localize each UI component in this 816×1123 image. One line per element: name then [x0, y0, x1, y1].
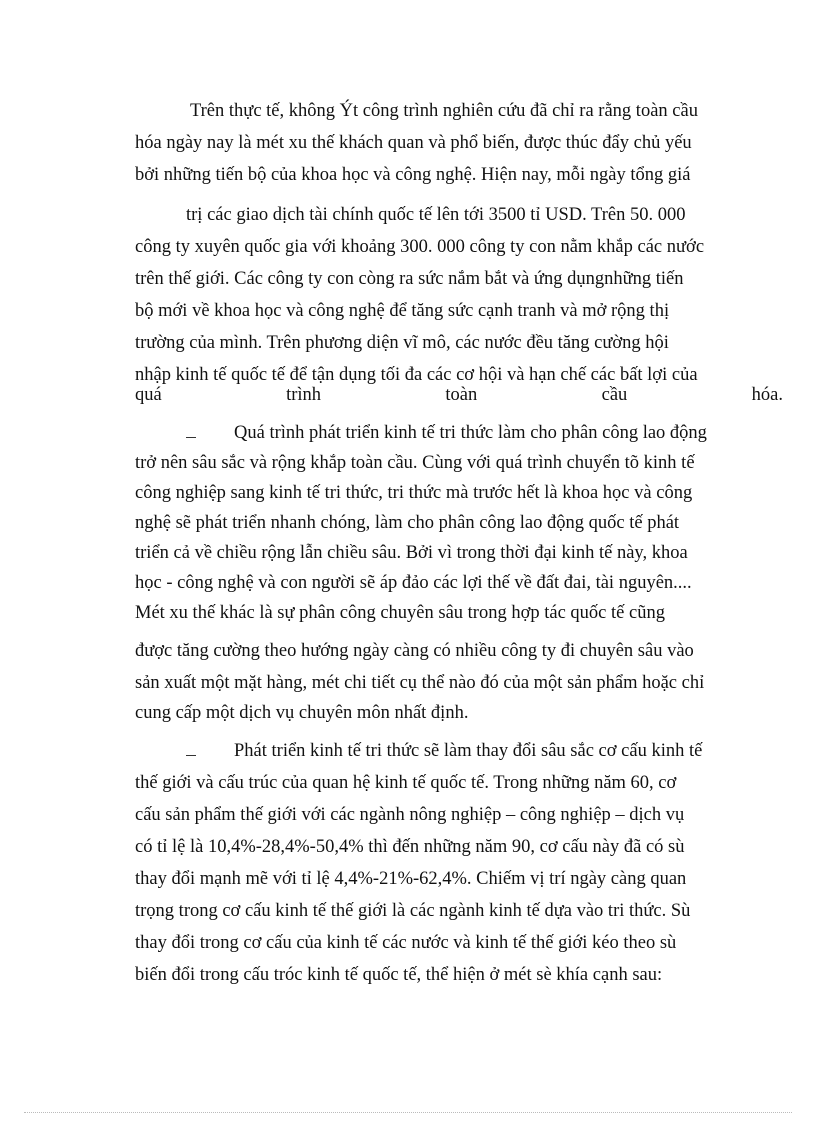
text-line: bởi những tiến bộ của khoa học và công nghệ. Hiện nay, mỗi ngày tổng giá [135, 165, 691, 185]
word: hóa. [751, 385, 783, 405]
text-line: triển cả về chiều rộng lẫn chiều sâu. Bởi vì trong thời đại kinh tế này, khoa [135, 543, 688, 563]
text-line: được tăng cường theo hướng ngày càng có nhiều công ty đi chuyên sâu vào [135, 641, 694, 661]
word: trình [286, 385, 322, 405]
text-line: có tỉ lệ là 10,4%-28,4%-50,4% thì đến những năm 90, cơ cấu này đã có sù [135, 837, 685, 857]
text-line: Trên thực tế, không Ýt công trình nghiên cứu đã chỉ ra rằng toàn cầu [190, 101, 698, 121]
text-line: thay đổi trong cơ cấu của kinh tế các nước và kinh tế thế giới kéo theo sù [135, 933, 677, 953]
text-line: trên thế giới. Các công ty con còng ra sức nắm bắt và ứng dụngnhững tiến [135, 269, 684, 289]
text-line: nghệ sẽ phát triển nhanh chóng, làm cho phân công lao động quốc tế phát [135, 513, 680, 533]
text-line: Mét xu thế khác là sự phân công chuyên sâu trong hợp tác quốc tế cũng [135, 603, 665, 623]
word: cầu [601, 385, 628, 405]
text-line: cung cấp một dịch vụ chuyên môn nhất định. [135, 703, 469, 723]
text-line: hóa ngày nay là mét xu thế khách quan và phổ biến, được thúc đẩy chủ yếu [135, 133, 692, 153]
text-line: học - công nghệ và con người sẽ áp đảo các lợi thế về đất đai, tài nguyên.... [135, 573, 692, 593]
text-line: sản xuất một mặt hàng, mét chi tiết cụ thể nào đó của một sản phẩm hoặc chỉ [135, 673, 705, 693]
text-line: trị các giao dịch tài chính quốc tế lên tới 3500 tỉ USD. Trên 50. 000 [186, 205, 686, 225]
text-line: bộ mới về khoa học và công nghệ để tăng sức cạnh tranh và mở rộng thị [135, 301, 670, 321]
bullet-dash [186, 437, 196, 438]
page-bottom-divider [24, 1112, 792, 1113]
text-line: thay đổi mạnh mẽ với tỉ lệ 4,4%-21%-62,4%. Chiếm vị trí ngày càng quan [135, 869, 687, 889]
text-line: cấu sản phẩm thế giới với các ngành nông nghiệp – công nghiệp – dịch vụ [135, 805, 685, 825]
text-line: công nghiệp sang kinh tế tri thức, tri thức mà trước hết là khoa học và công [135, 483, 693, 503]
word: quá [135, 385, 162, 405]
text-line-justified [135, 383, 783, 407]
text-line: Quá trình phát triển kinh tế tri thức làm cho phân công lao động [234, 423, 707, 443]
text-line: trở nên sâu sắc và rộng khắp toàn cầu. Cùng với quá trình chuyển tõ kinh tế [135, 453, 695, 473]
text-line: trường của mình. Trên phương diện vĩ mô, các nước đều tăng cường hội [135, 333, 669, 353]
text-line: thế giới và cấu trúc của quan hệ kinh tế quốc tế. Trong những năm 60, cơ [135, 773, 677, 793]
text-line: trọng trong cơ cấu kinh tế thế giới là các ngành kinh tế dựa vào tri thức. Sù [135, 901, 691, 921]
text-line: công ty xuyên quốc gia với khoảng 300. 000 công ty con nằm khắp các nước [135, 237, 705, 257]
bullet-dash [186, 755, 196, 756]
text-line: biến đổi trong cấu tróc kinh tế quốc tế, thể hiện ở mét sè khía cạnh sau: [135, 965, 663, 985]
word: toàn [445, 385, 478, 405]
text-line: nhập kinh tế quốc tế để tận dụng tối đa các cơ hội và hạn chế các bất lợi của [135, 365, 698, 385]
text-line: Phát triển kinh tế tri thức sẽ làm thay đổi sâu sắc cơ cấu kinh tế [234, 741, 703, 761]
